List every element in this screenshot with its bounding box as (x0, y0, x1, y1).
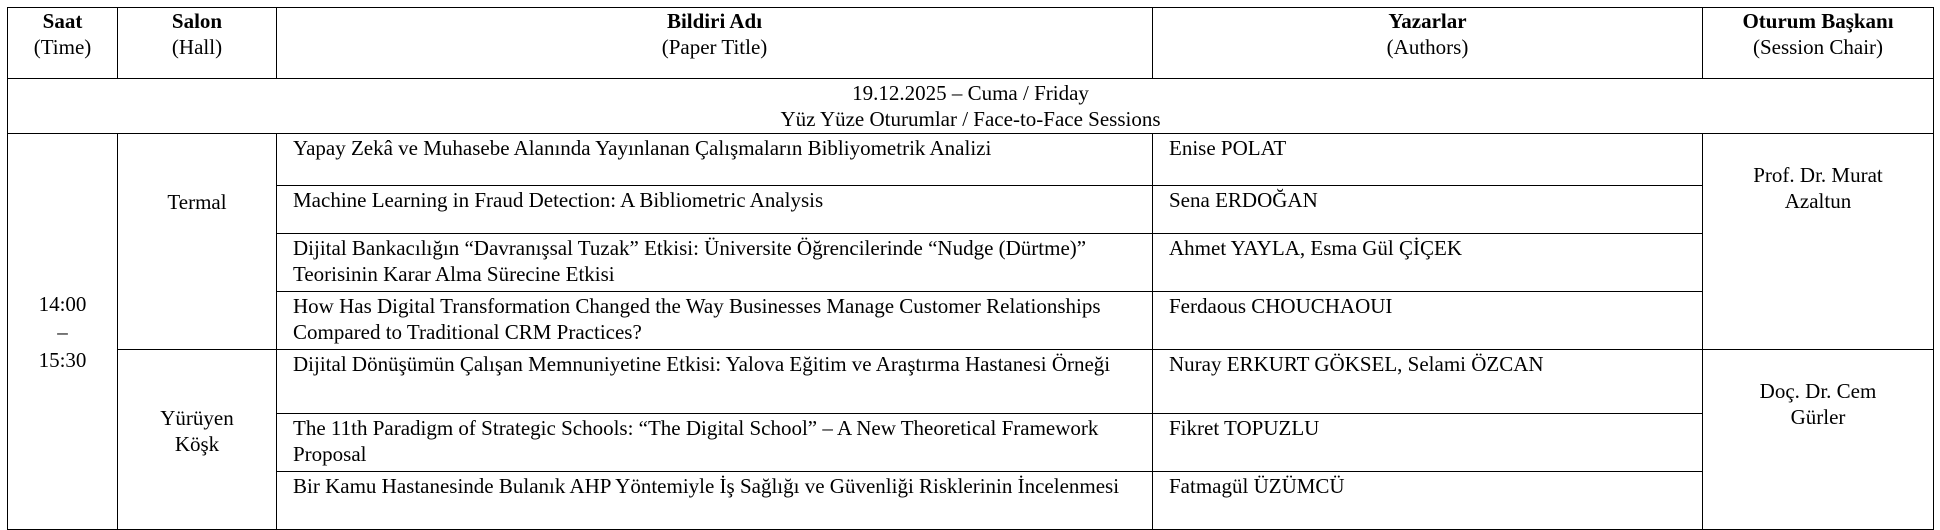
paper-title: Dijital Bankacılığın “Davranışsal Tuzak” Etkisi: Üniversite Öğrencilerinde “Nudge (Dürtme)” Teorisinin Karar Alma Sürecine Etkisi (277, 234, 1153, 292)
paper-title: The 11th Paradigm of Strategic Schools: “The Digital School” – A New Theoretical Framework Proposal (277, 414, 1153, 472)
session-schedule-table (7, 7, 1934, 530)
paper-authors: Sena ERDOĞAN (1153, 186, 1703, 234)
table-row (8, 292, 1934, 350)
table-row (8, 472, 1934, 530)
paper-title: Yapay Zekâ ve Muhasebe Alanında Yayınlanan Çalışmaların Bibliyometrik Analizi (277, 134, 1153, 186)
header-time: Saat (Time) (8, 8, 118, 79)
day-banner-row (8, 79, 1934, 134)
paper-title: How Has Digital Transformation Changed the Way Businesses Manage Customer Relationships Compared to Traditional CRM Practices? (277, 292, 1153, 350)
header-session-chair: Oturum Başkanı (Session Chair) (1703, 8, 1934, 79)
paper-authors: Enise POLAT (1153, 134, 1703, 186)
paper-authors: Ahmet YAYLA, Esma Gül ÇİÇEK (1153, 234, 1703, 292)
header-authors: Yazarlar (Authors) (1153, 8, 1703, 79)
paper-title: Dijital Dönüşümün Çalışan Memnuniyetine Etkisi: Yalova Eğitim ve Araştırma Hastanesi Örneği (277, 350, 1153, 414)
table-row (8, 134, 1934, 186)
day-banner (8, 79, 1934, 134)
session-chair: Doç. Dr. Cem Gürler (1703, 350, 1934, 530)
paper-authors: Fatmagül ÜZÜMCÜ (1153, 472, 1703, 530)
hall-name: Termal (118, 134, 277, 350)
header-row (8, 8, 1934, 79)
table-row (8, 414, 1934, 472)
paper-title: Bir Kamu Hastanesinde Bulanık AHP Yöntemiyle İş Sağlığı ve Güvenliği Risklerinin İncelenmesi (277, 472, 1153, 530)
session-type-line: Yüz Yüze Oturumlar / Face-to-Face Sessions (780, 107, 1161, 131)
paper-authors: Ferdaous CHOUCHAOUI (1153, 292, 1703, 350)
paper-authors: Fikret TOPUZLU (1153, 414, 1703, 472)
paper-authors: Nuray ERKURT GÖKSEL, Selami ÖZCAN (1153, 350, 1703, 414)
date-line: 19.12.2025 – Cuma / Friday (852, 81, 1089, 105)
hall-name: Yürüyen Köşk (118, 350, 277, 530)
paper-title: Machine Learning in Fraud Detection: A Bibliometric Analysis (277, 186, 1153, 234)
time-slot: 14:00 – 15:30 (8, 134, 118, 530)
header-paper-title: Bildiri Adı (Paper Title) (277, 8, 1153, 79)
header-hall: Salon (Hall) (118, 8, 277, 79)
table-row (8, 350, 1934, 414)
table-row (8, 186, 1934, 234)
table-row (8, 234, 1934, 292)
session-chair: Prof. Dr. Murat Azaltun (1703, 134, 1934, 350)
